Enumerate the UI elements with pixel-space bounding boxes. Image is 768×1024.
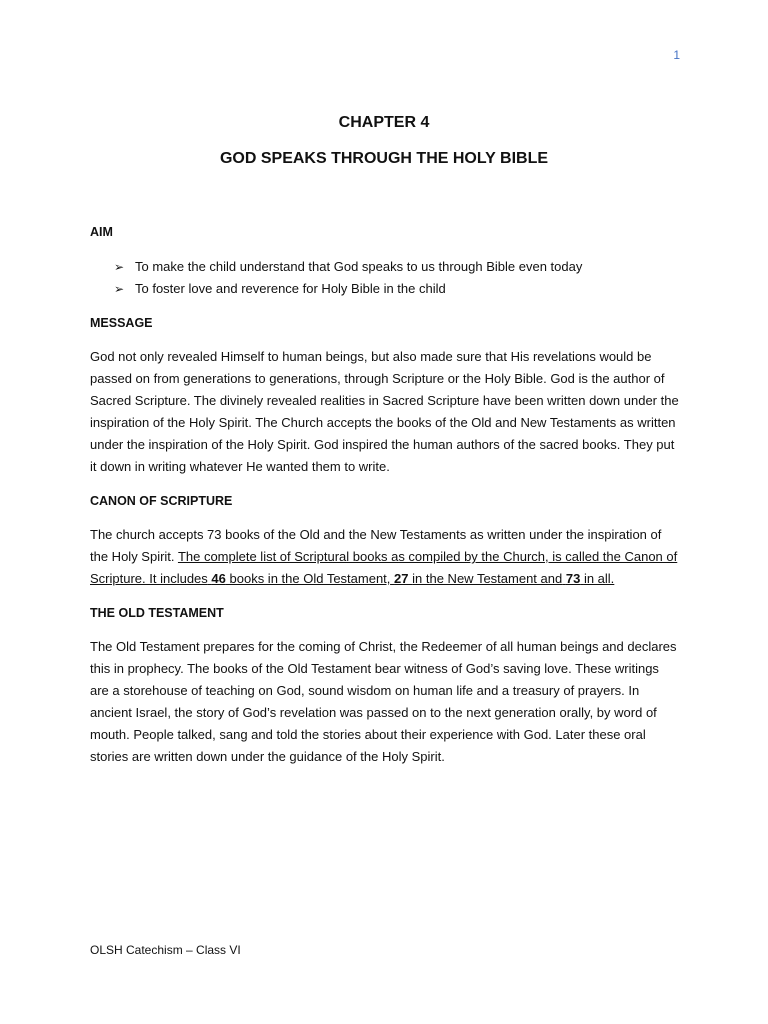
aim-list-item	[114, 256, 680, 278]
page-footer: OLSH Catechism – Class VI	[90, 943, 241, 957]
old-testament-heading: THE OLD TESTAMENT	[90, 606, 224, 620]
page-number: 1	[673, 48, 680, 62]
canon-text-u1: The complete list of Scriptural books as compiled by the Church, is called the Canon of Scripture. It includes	[90, 549, 678, 586]
canon-number-new: 27	[394, 571, 409, 586]
canon-text-u3: in the New Testament and	[412, 571, 563, 586]
chapter-title: GOD SPEAKS THROUGH THE HOLY BIBLE	[219, 150, 549, 167]
aim-list	[90, 256, 680, 300]
aim-item-text: To make the child understand that God speaks to us through Bible even today	[135, 259, 583, 274]
canon-text-u4: in all.	[583, 571, 615, 586]
canon-definition	[90, 549, 677, 586]
arrow-bullet-icon: ➢	[114, 282, 125, 296]
old-testament-paragraph: The Old Testament prepares for the coming of Christ, the Redeemer of all human beings and declares this in prophecy. The books of the Old Testament bear witness of God’s saving love. These writings are a storehouse of teaching on God, sound wisdom on human life and a treasury of prayers. In ancient Israel, the story of God’s revelation was passed on to the next generation orally, by word of mouth. People talked, sang and told the stories about their experience with God. Later these oral stories are written down under the guidance of the Holy Spirit.	[90, 639, 677, 764]
canon-number-total: 73	[565, 571, 581, 586]
chapter-label: CHAPTER 4	[338, 114, 430, 131]
canon-heading: CANON OF SCRIPTURE	[90, 494, 233, 508]
canon-text-plain: The church accepts 73 books of the Old and the New Testaments as written under the inspiration of the Holy Spirit.	[90, 527, 662, 564]
canon-text-u2: books in the Old Testament,	[229, 571, 391, 586]
aim-list-item	[114, 278, 680, 300]
arrow-bullet-icon: ➢	[114, 260, 125, 274]
document-body	[90, 221, 680, 780]
aim-item-text: To foster love and reverence for Holy Bible in the child	[135, 281, 446, 296]
message-paragraph: God not only revealed Himself to human beings, but also made sure that His revelations would be passed on from generations to generations, through Scripture or the Holy Bible. God is the author of Sacred Scripture. The divinely revealed realities in Sacred Scripture have been written down under the inspiration of the Holy Spirit. The Church accepts the books of the Old and New Testaments as written under the inspiration of the Holy Spirit. God inspired the human authors of the sacred books. They put it down in writing whatever He wanted them to write.	[90, 349, 679, 474]
canon-paragraph	[90, 524, 680, 590]
aim-heading: AIM	[90, 225, 113, 239]
message-heading: MESSAGE	[90, 316, 153, 330]
canon-number-old: 46	[211, 571, 226, 586]
